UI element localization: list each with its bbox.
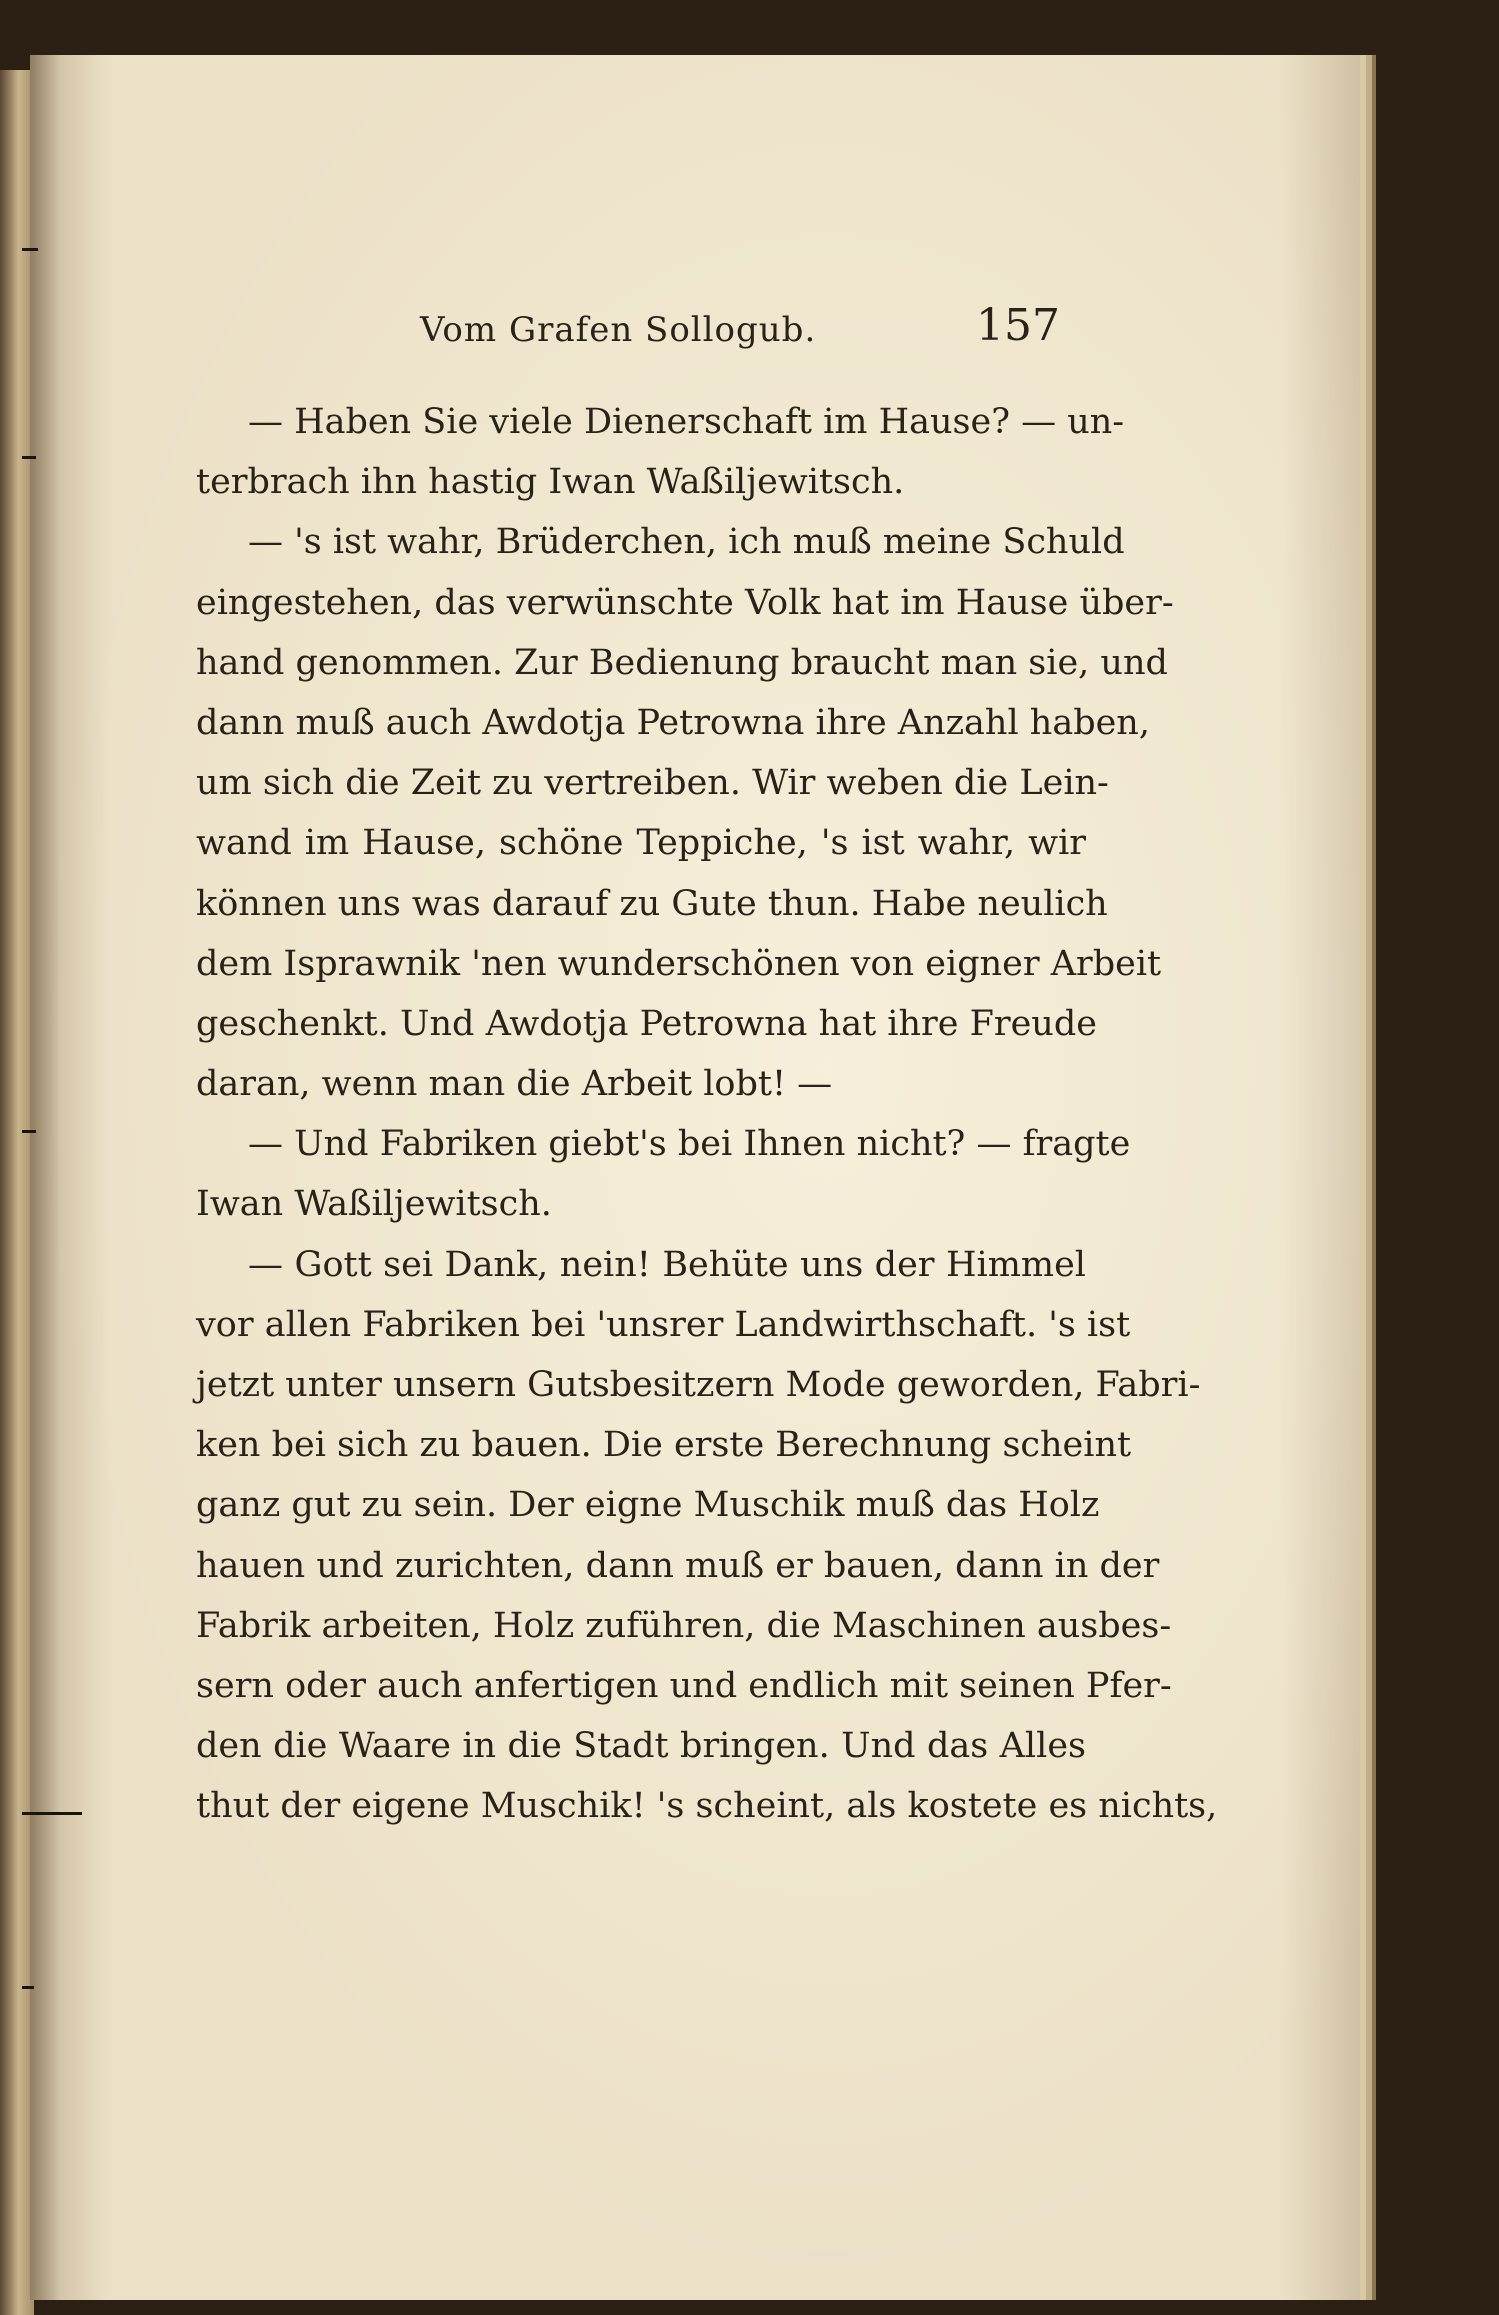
text-line: ganz gut zu sein. Der eigne Muschik muß das Holz <box>196 1485 1100 1526</box>
text-line: thut der eigene Muschik! 's scheint, als kostete es nichts, <box>196 1786 1218 1827</box>
body-text <box>196 392 1218 1837</box>
text-line: vor allen Fabriken bei 'unsrer Landwirthschaft. 's ist <box>196 1304 1131 1345</box>
text-line: Fabrik arbeiten, Holz zuführen, die Maschinen ausbes- <box>196 1605 1172 1646</box>
running-title: Vom Grafen Sollogub. <box>420 310 817 350</box>
text-line: eingestehen, das verwünschte Volk hat im Hause über- <box>196 582 1174 623</box>
text-line: den die Waare in die Stadt bringen. Und das Alles <box>196 1726 1086 1767</box>
margin-mark <box>22 1986 34 1989</box>
text-line: jetzt unter unsern Gutsbesitzern Mode geworden, Fabri- <box>196 1365 1201 1405</box>
text-line: dann muß auch Awdotja Petrowna ihre Anzahl haben, <box>196 702 1150 743</box>
margin-mark <box>22 456 36 459</box>
text-line: Iwan Waßiljewitsch. <box>196 1184 552 1225</box>
text-line: wand im Hause, schöne Teppiche, 's ist wahr, wir <box>196 823 1086 864</box>
spine-shadow <box>30 55 60 2300</box>
text-line: um sich die Zeit zu vertreiben. Wir weben die Lein- <box>196 763 1109 804</box>
text-line: — Haben Sie viele Dienerschaft im Hause? — un- <box>248 402 1125 442</box>
margin-mark <box>22 248 38 251</box>
text-line: dem Isprawnik 'nen wunderschönen von eigner Arbeit <box>196 943 1162 984</box>
page-header <box>420 300 1060 360</box>
text-line: — Gott sei Dank, nein! Behüte uns der Himmel <box>248 1244 1086 1285</box>
text-line: — 's ist wahr, Brüderchen, ich muß meine Schuld <box>248 522 1125 563</box>
text-line: hand genommen. Zur Bedienung braucht man sie, und <box>196 642 1168 683</box>
text-line: sern oder auch anfertigen und endlich mit seinen Pfer- <box>196 1665 1172 1706</box>
margin-mark <box>22 1130 36 1133</box>
page-number: 157 <box>976 300 1060 351</box>
text-line: terbrach ihn hastig Iwan Waßiljewitsch. <box>196 462 905 503</box>
text-line: hauen und zurichten, dann muß er bauen, dann in der <box>196 1545 1160 1586</box>
left-page-edge <box>0 70 34 2315</box>
text-line: daran, wenn man die Arbeit lobt! — <box>196 1064 833 1105</box>
text-line: ken bei sich zu bauen. Die erste Berechnung scheint <box>196 1425 1132 1466</box>
margin-mark <box>22 1812 82 1815</box>
text-line: — Und Fabriken giebt's bei Ihnen nicht? — fragte <box>248 1124 1131 1165</box>
text-line: geschenkt. Und Awdotja Petrowna hat ihre Freude <box>196 1003 1097 1044</box>
text-line: können uns was darauf zu Gute thun. Habe neulich <box>196 883 1108 924</box>
